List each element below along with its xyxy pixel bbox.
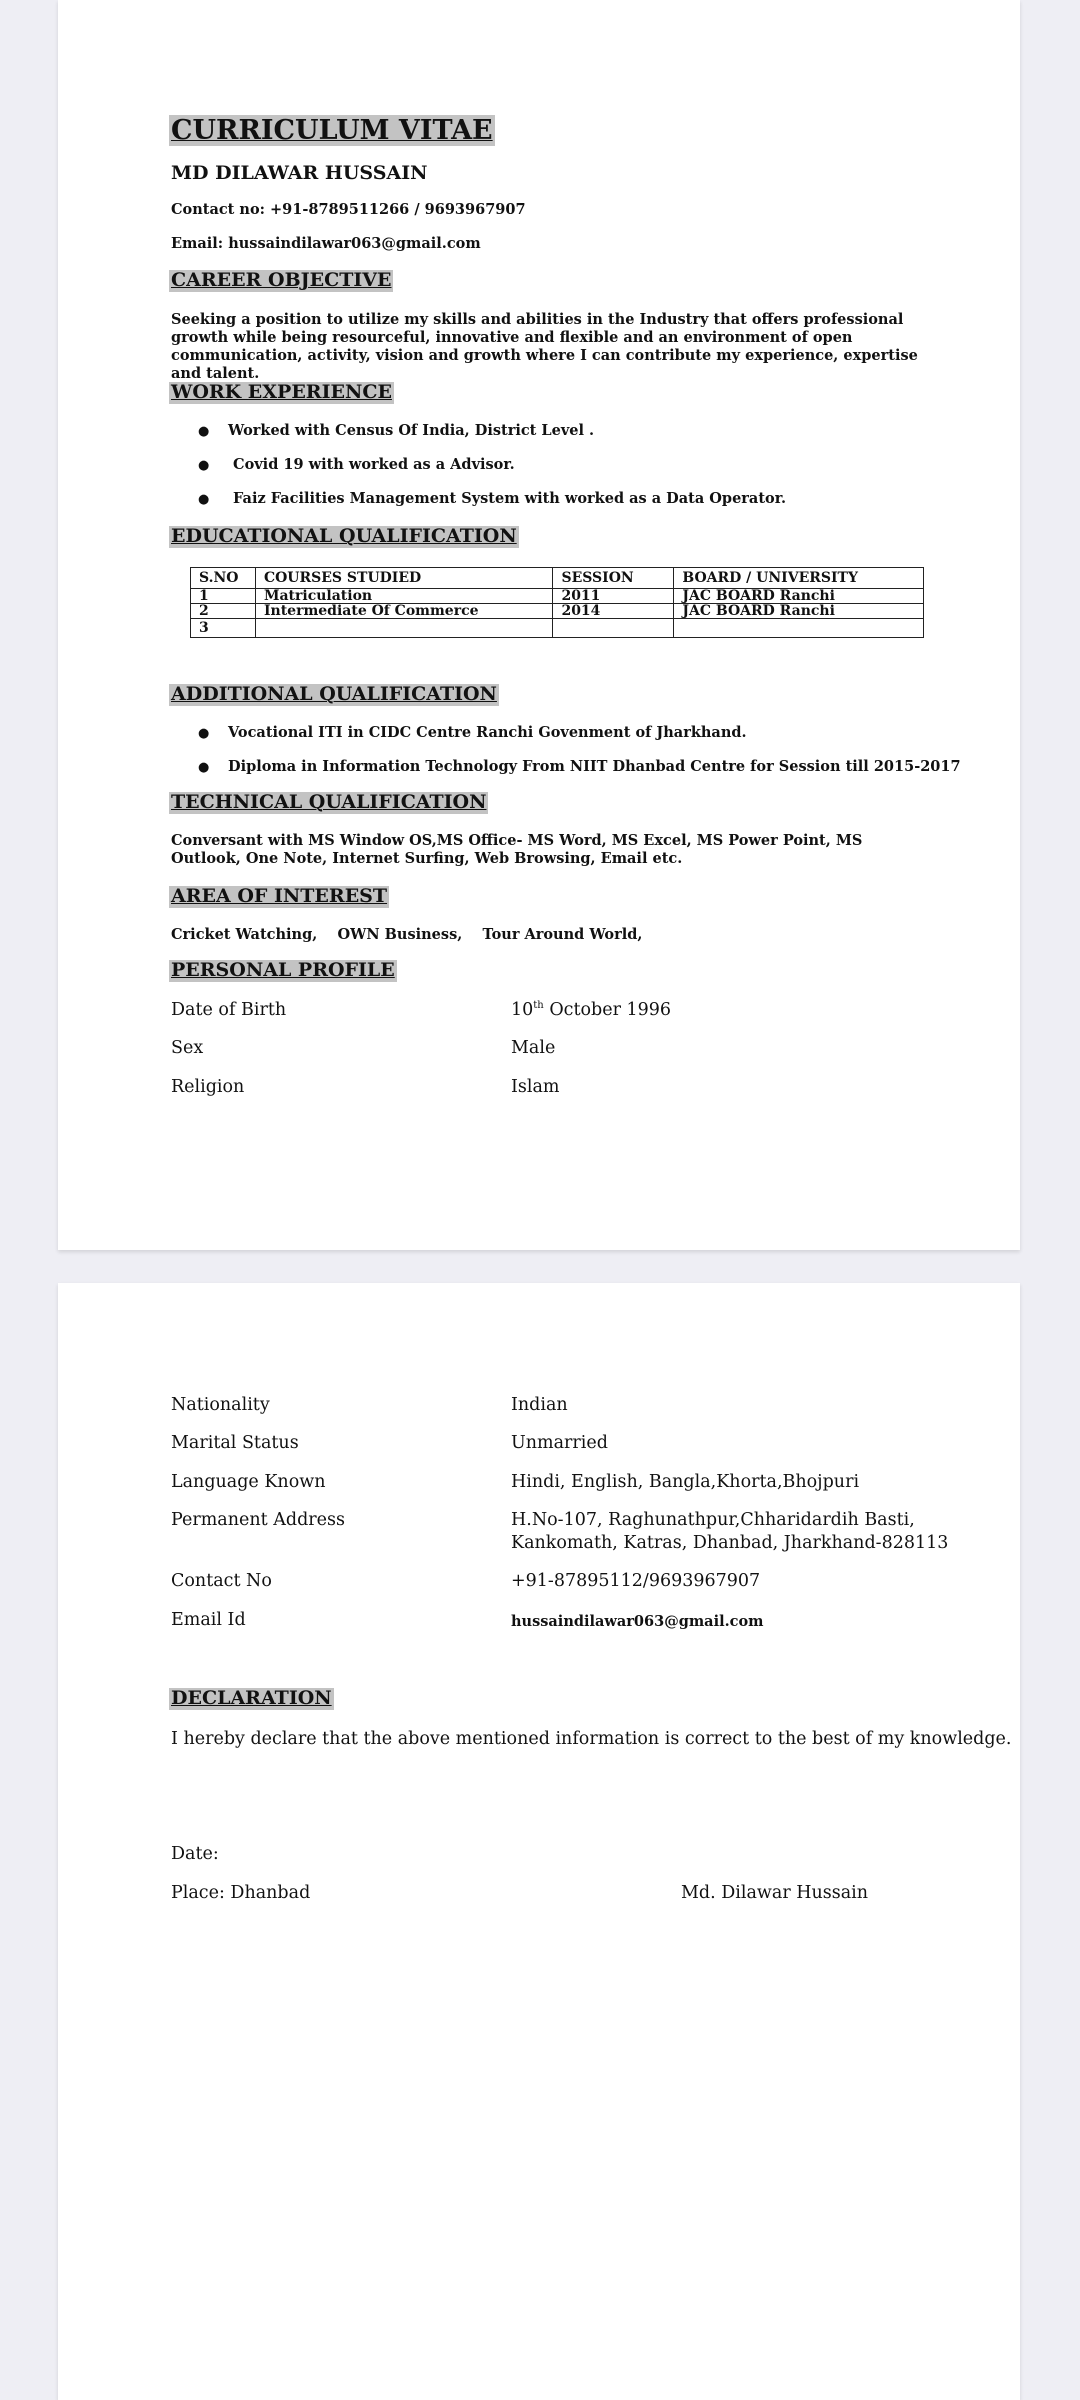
date-label: Date:: [171, 1844, 219, 1864]
declaration-heading: DECLARATION: [171, 1687, 332, 1709]
area-of-interest-text: Cricket Watching, OWN Business, Tour Around World,: [171, 926, 643, 943]
marital-status-value: Unmarried: [511, 1433, 608, 1453]
header-session: SESSION: [553, 568, 674, 589]
cell-session: 2011: [553, 589, 674, 604]
personal-profile-heading: PERSONAL PROFILE: [171, 959, 395, 981]
address-label: Permanent Address: [171, 1510, 345, 1530]
bullet-icon: ●: [198, 760, 210, 775]
bullet-icon: ●: [198, 458, 210, 473]
dob-label: Date of Birth: [171, 1000, 287, 1020]
career-objective-heading: CAREER OBJECTIVE: [171, 269, 392, 291]
education-table: [190, 567, 924, 638]
marital-status-label: Marital Status: [171, 1433, 299, 1453]
declaration-text: I hereby declare that the above mentioned information is correct to the best of my knowledge.: [171, 1729, 1012, 1749]
career-objective-text: Seeking a position to utilize my skills and abilities in the Industry that offers professional growth while being resourceful, innovative and flexible and an environment of open communication, activity, vision and growth where I can contribute my experience, expertise and talent.: [171, 311, 918, 382]
work-item-2: ● Covid 19 with worked as a Advisor.: [198, 456, 515, 473]
work-experience-heading: WORK EXPERIENCE: [171, 381, 392, 403]
cv-title: CURRICULUM VITAE: [171, 115, 493, 146]
language-value: Hindi, English, Bangla,Khorta,Bhojpuri: [511, 1472, 860, 1492]
cell-session: 2014: [553, 604, 674, 619]
email-id-value: hussaindilawar063@gmail.com: [511, 1613, 764, 1630]
header-board: BOARD / UNIVERSITY: [674, 568, 924, 589]
additional-item-1: ● Vocational ITI in CIDC Centre Ranchi Govenment of Jharkhand.: [198, 724, 747, 741]
language-label: Language Known: [171, 1472, 326, 1492]
cell-course: Intermediate Of Commerce: [255, 604, 552, 619]
cell-course: [255, 619, 552, 638]
dob-value: 10th October 1996: [511, 1000, 672, 1020]
nationality-label: Nationality: [171, 1395, 270, 1415]
nationality-value: Indian: [511, 1395, 568, 1415]
contact-line: Contact no: +91-8789511266 / 9693967907: [171, 201, 526, 218]
cell-session: [553, 619, 674, 638]
table-row: [191, 604, 924, 619]
cell-board: JAC BOARD Ranchi: [674, 604, 924, 619]
email-line: Email: hussaindilawar063@gmail.com: [171, 235, 481, 252]
cell-sno: 2: [191, 604, 256, 619]
additional-item-2: ● Diploma in Information Technology From NIIT Dhanbad Centre for Session till 2015-2017: [198, 758, 961, 775]
cell-sno: 1: [191, 589, 256, 604]
contact-no-label: Contact No: [171, 1571, 272, 1591]
signature-name: Md. Dilawar Hussain: [681, 1883, 869, 1903]
table-row: [191, 589, 924, 604]
table-header-row: [191, 568, 924, 589]
religion-label: Religion: [171, 1077, 245, 1097]
area-of-interest-heading: AREA OF INTEREST: [171, 885, 388, 907]
email-id-label: Email Id: [171, 1610, 246, 1630]
technical-qualification-text: Conversant with MS Window OS,MS Office- MS Word, MS Excel, MS Power Point, MS Outlook, One Note, Internet Surfing, Web Browsing, Email etc.: [171, 832, 863, 867]
address-value-line1: H.No-107, Raghunathpur,Chharidardih Basti,: [511, 1510, 915, 1530]
candidate-name: MD DILAWAR HUSSAIN: [171, 162, 428, 184]
contact-no-value: +91-87895112/9693967907: [511, 1571, 761, 1591]
education-heading: EDUCATIONAL QUALIFICATION: [171, 525, 517, 547]
cell-course: Matriculation: [255, 589, 552, 604]
document-page-2: [58, 1283, 1020, 2400]
bullet-icon: ●: [198, 424, 210, 439]
cell-board: [674, 619, 924, 638]
sex-value: Male: [511, 1038, 556, 1058]
cell-sno: 3: [191, 619, 256, 638]
work-item-1: ● Worked with Census Of India, District Level .: [198, 422, 595, 439]
bullet-icon: ●: [198, 726, 210, 741]
document-page-1: [58, 0, 1020, 1250]
additional-qualification-heading: ADDITIONAL QUALIFICATION: [171, 683, 497, 705]
cell-board: JAC BOARD Ranchi: [674, 589, 924, 604]
sex-label: Sex: [171, 1038, 204, 1058]
work-item-3: ● Faiz Facilities Management System with worked as a Data Operator.: [198, 490, 787, 507]
bullet-icon: ●: [198, 492, 210, 507]
religion-value: Islam: [511, 1077, 560, 1097]
address-value-line2: Kankomath, Katras, Dhanbad, Jharkhand-828113: [511, 1533, 949, 1553]
technical-qualification-heading: TECHNICAL QUALIFICATION: [171, 791, 487, 813]
table-row: [191, 619, 924, 638]
header-courses: COURSES STUDIED: [255, 568, 552, 589]
place-label: Place: Dhanbad: [171, 1883, 311, 1903]
header-sno: S.NO: [191, 568, 256, 589]
